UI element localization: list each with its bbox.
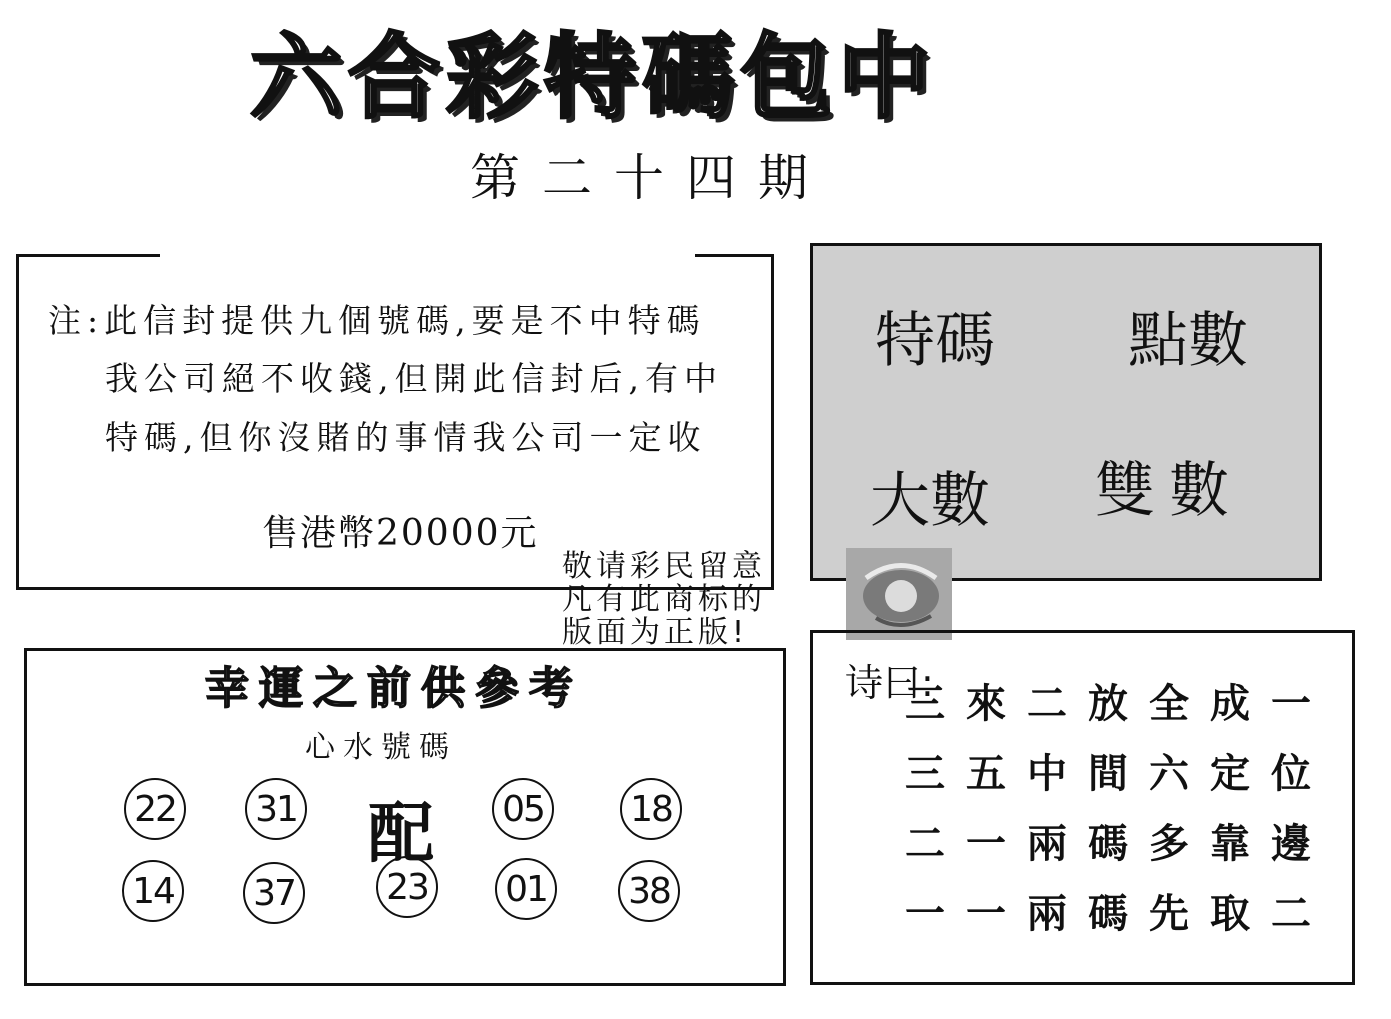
attribute-even-number: 雙數	[1095, 456, 1243, 526]
verify-line-3: 版面为正版!	[562, 615, 749, 650]
price-text: 售港幣20000元	[262, 513, 539, 554]
verify-line-1: 敬请彩民留意	[562, 549, 766, 584]
attribute-special-code: 特碼	[875, 306, 995, 376]
number-ball: 14	[122, 860, 184, 922]
number-ball: 38	[618, 860, 680, 922]
attribute-big-number: 大數	[870, 466, 990, 536]
notice-line-1: 注:此信封提供九個號碼,要是不中特碼	[48, 301, 706, 340]
trademark-stamp-icon	[846, 548, 952, 640]
poem-line-1: 三來二放全成一	[905, 680, 1332, 727]
poem-label: 诗曰:	[845, 652, 934, 707]
page-title: 六合彩特碼包中	[250, 24, 937, 131]
notice-box-gap	[160, 250, 695, 260]
number-ball: 18	[620, 778, 682, 840]
notice-line-2: 我公司絕不收錢,但開此信封后,有中	[105, 359, 723, 398]
number-ball: 22	[124, 778, 186, 840]
poem-line-4: 一一兩碼先取二	[905, 890, 1332, 937]
poem-line-2: 三五中間六定位	[905, 750, 1332, 797]
verify-line-2: 凡有此商标的	[562, 582, 766, 617]
number-ball: 05	[492, 778, 554, 840]
lucky-subtitle: 心水號碼	[305, 730, 457, 765]
number-ball: 01	[495, 858, 557, 920]
notice-line-3: 特碼,但你沒賭的事情我公司一定收	[105, 418, 707, 457]
pair-label: 配	[368, 794, 434, 872]
number-ball: 31	[245, 778, 307, 840]
verify-note	[562, 550, 766, 649]
attribute-points: 點數	[1128, 306, 1248, 376]
poem-line-3: 二一兩碼多靠邊	[905, 820, 1332, 867]
lucky-title: 幸運之前供參考	[205, 663, 583, 714]
number-ball: 23	[376, 856, 438, 918]
issue-number: 第二十四期	[470, 149, 830, 207]
number-ball: 37	[243, 862, 305, 924]
